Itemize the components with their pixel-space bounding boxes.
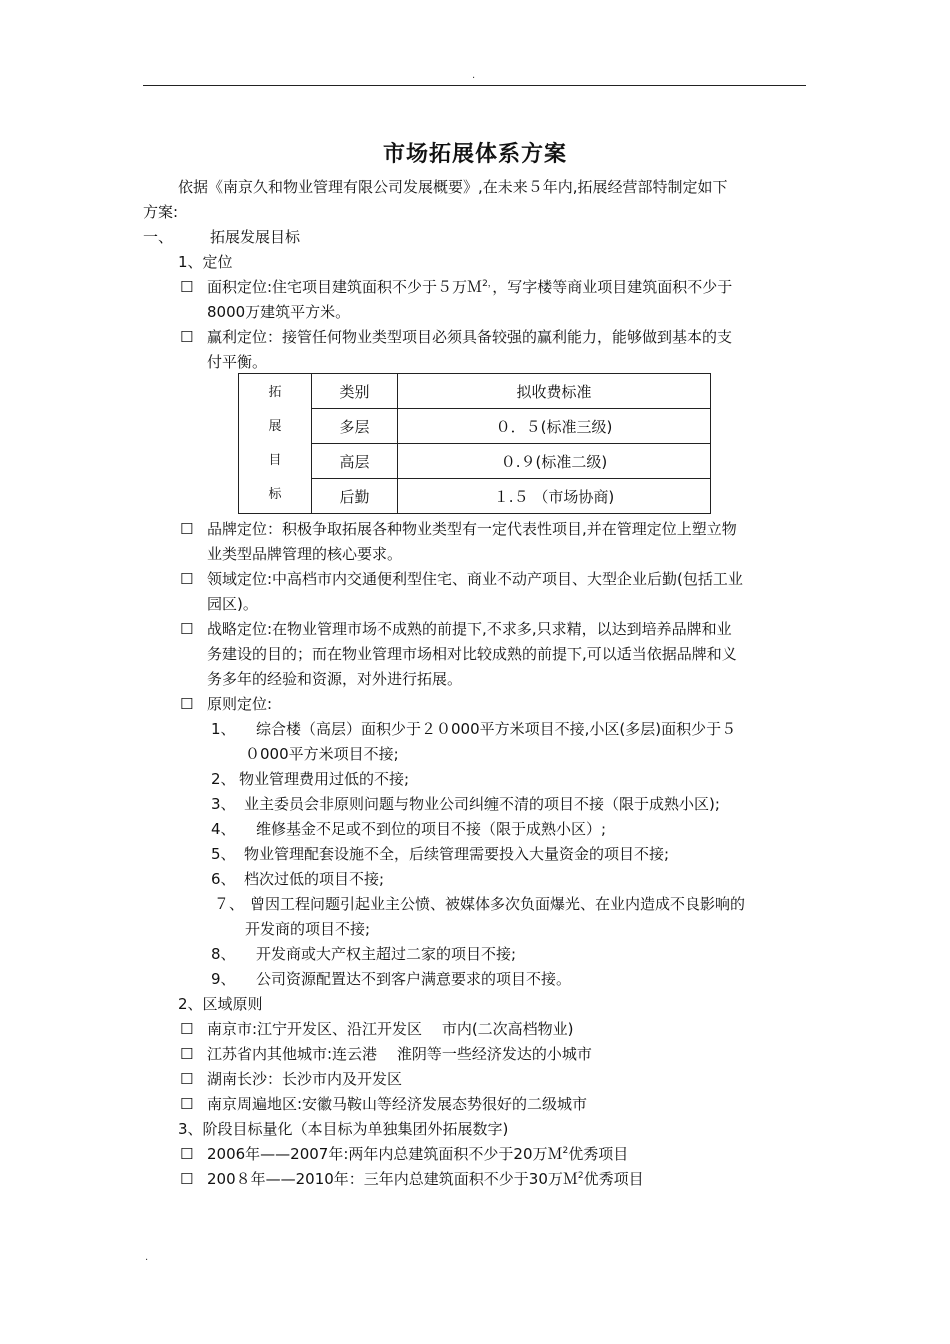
principle-text: 综合楼（高层）面积少于２０000平方米项目不接,小区(多层)面积少于５ <box>256 720 737 738</box>
principle-number: 5、 <box>211 845 236 863</box>
table-row: 后勤 １.５ （市场协商) <box>239 479 711 514</box>
footer-mark: . <box>145 1252 149 1263</box>
table-row: 高层 ０.９(标准二级) <box>239 444 711 479</box>
principle-number: 1、 <box>211 720 236 738</box>
document-title: 市场拓展体系方案 <box>382 142 567 167</box>
strategy-positioning-line-1: 战略定位:在物业管理市场不成熟的前提下,不求多,只求精，以达到培养品牌和业 <box>207 620 732 638</box>
principle-number: ７、 <box>214 895 245 913</box>
checkbox-icon: ☐ <box>180 1095 194 1113</box>
checkbox-icon: ☐ <box>180 1170 194 1188</box>
checkbox-icon: ☐ <box>180 278 194 296</box>
domain-positioning-line-1: 领域定位:中高档市内交通便利型住宅、商业不动产项目、大型企业后勤(包括工业 <box>207 570 743 588</box>
principle-text: 开发商或大产权主超过二家的项目不接; <box>256 945 517 963</box>
principle-number: 3、 <box>211 795 236 813</box>
checkbox-icon: ☐ <box>180 570 194 588</box>
principle-text: ０000平方米项目不接; <box>245 745 399 763</box>
checkbox-icon: ☐ <box>180 328 194 346</box>
checkbox-icon: ☐ <box>180 1145 194 1163</box>
principle-number: 4、 <box>211 820 236 838</box>
principle-text: 档次过低的项目不接; <box>244 870 385 888</box>
principle-text: 公司资源配置达不到客户满意要求的项目不接。 <box>256 970 572 988</box>
principle-text: 业主委员会非原则问题与物业公司纠缠不清的项目不接（限于成熟小区); <box>244 795 720 813</box>
profit-positioning-line-2: 付平衡。 <box>207 353 268 371</box>
subsection-region: 2、区域原则 <box>178 995 263 1013</box>
header-mark: . <box>472 70 476 81</box>
principle-number: 2、 <box>211 770 236 788</box>
principle-text: 开发商的项目不接; <box>245 920 371 938</box>
area-positioning-line-1: 面积定位:住宅项目建筑面积不少于５万Ｍ$^{2,}$，写字楼等商业项目建筑面积不少于 <box>207 278 733 296</box>
checkbox-icon: ☐ <box>180 1045 194 1063</box>
intro-line-1: 依据《南京久和物业管理有限公司发展概要》,在未来５年内,拓展经营部特制定如下 <box>178 178 728 196</box>
brand-positioning-line-2: 业类型品牌管理的核心要求。 <box>207 545 403 563</box>
principle-number: 6、 <box>211 870 236 888</box>
principle-text: 物业管理配套设施不全，后续管理需要投入大量资金的项目不接; <box>244 845 670 863</box>
region-item: 江苏省内其他城市:连云港 淮阴等一些经济发达的小城市 <box>207 1045 592 1063</box>
checkbox-icon: ☐ <box>180 695 194 713</box>
checkbox-icon: ☐ <box>180 1020 194 1038</box>
strategy-positioning-line-3: 务多年的经验和资源，对外进行拓展。 <box>207 670 463 688</box>
principle-text: 曾因工程问题引起业主公愤、被媒体多次负面爆光、在业内造成不良影响的 <box>250 895 746 913</box>
domain-positioning-line-2: 园区)。 <box>207 595 258 613</box>
checkbox-icon: ☐ <box>180 620 194 638</box>
table-header-fee: 拟收费标准 <box>398 374 711 409</box>
section-1-heading: 拓展发展目标 <box>210 228 301 246</box>
principle-number: 8、 <box>211 945 236 963</box>
area-positioning-line-2: 8000万建筑平方米。 <box>207 303 351 321</box>
principle-text: 维修基金不足或不到位的项目不接（限于成熟小区）; <box>256 820 607 838</box>
principle-heading: 原则定位: <box>207 695 273 713</box>
table-header-type: 类别 <box>312 374 398 409</box>
principle-text: 物业管理费用过低的不接; <box>239 770 410 788</box>
table-side-label: 拓 展 目 标 <box>239 374 312 514</box>
brand-positioning-line-1: 品牌定位：积极争取拓展各种物业类型有一定代表性项目,并在管理定位上塑立物 <box>207 520 737 538</box>
checkbox-icon: ☐ <box>180 520 194 538</box>
subsection-stage-targets: 3、阶段目标量化（本目标为单独集团外拓展数字) <box>178 1120 509 1138</box>
region-item: 南京周遍地区:安徽马鞍山等经济发展态势很好的二级城市 <box>207 1095 588 1113</box>
stage-target-item: 200８年——2010年：三年内总建筑面积不少于30万Ｍ$^2$优秀项目 <box>207 1170 644 1188</box>
subsection-positioning: 1、定位 <box>178 253 233 271</box>
header-rule <box>143 85 806 86</box>
checkbox-icon: ☐ <box>180 1070 194 1088</box>
fee-standard-table <box>238 373 711 514</box>
section-1-number: 一、 <box>143 228 174 246</box>
region-item: 湖南长沙：长沙市内及开发区 <box>207 1070 403 1088</box>
principle-number: 9、 <box>211 970 236 988</box>
strategy-positioning-line-2: 务建设的目的；而在物业管理市场相对比较成熟的前提下,可以适当依据品牌和义 <box>207 645 737 663</box>
intro-line-2: 方案: <box>143 203 179 221</box>
region-item: 南京市:江宁开发区、沿江开发区 市内(二次高档物业) <box>207 1020 574 1038</box>
table-row: 多层 ０．５(标准三级) <box>239 409 711 444</box>
stage-target-item: 2006年——2007年:两年内总建筑面积不少于20万Ｍ$^2$优秀项目 <box>207 1145 629 1163</box>
profit-positioning-line-1: 赢利定位：接管任何物业类型项目必须具备较强的赢利能力，能够做到基本的支 <box>207 328 733 346</box>
